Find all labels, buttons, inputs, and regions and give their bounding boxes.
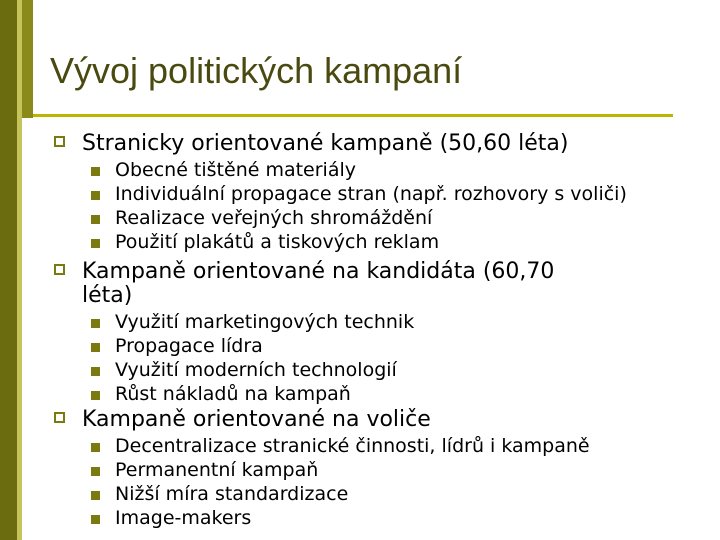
- list-item-text: Využití moderních technologií: [115, 359, 397, 381]
- list-item: [115, 482, 348, 506]
- square-bullet-icon: [91, 443, 100, 452]
- list-item-text: Image-makers: [115, 507, 252, 529]
- list-item: [115, 310, 414, 334]
- section-heading-text: léta): [82, 283, 133, 308]
- slide-title: Vývoj politických kampaní: [50, 50, 463, 91]
- hollow-square-bullet-icon: [54, 412, 65, 423]
- list-item: [115, 358, 397, 382]
- section-heading-voter: [82, 408, 431, 432]
- list-item: [115, 434, 590, 458]
- section-heading-party: [82, 132, 568, 156]
- list-item-text: Individuální propagace stran (např. rozhovory s voliči): [115, 183, 627, 205]
- hollow-square-bullet-icon: [54, 264, 65, 275]
- list-item: [115, 158, 356, 182]
- square-bullet-icon: [91, 215, 100, 224]
- square-bullet-icon: [91, 391, 100, 400]
- square-bullet-icon: [91, 367, 100, 376]
- hollow-square-bullet-icon: [54, 136, 65, 147]
- square-bullet-icon: [91, 467, 100, 476]
- square-bullet-icon: [91, 191, 100, 200]
- list-item: [115, 382, 351, 406]
- list-item: [115, 230, 439, 254]
- list-item-text: Decentralizace stranické činnosti, lídrů i kampaně: [115, 435, 590, 457]
- square-bullet-icon: [91, 167, 100, 176]
- list-item-text: Použití plakátů a tiskových reklam: [115, 231, 440, 253]
- list-item: [115, 334, 263, 358]
- list-item-text: Růst nákladů na kampaň: [115, 383, 351, 405]
- list-item: [115, 206, 432, 230]
- list-item-text: Propagace lídra: [115, 335, 263, 357]
- list-item: [115, 458, 318, 482]
- list-item: [115, 506, 251, 530]
- square-bullet-icon: [91, 515, 100, 524]
- section-heading-text: Kampaně orientované na voliče: [82, 407, 431, 432]
- list-item-text: Nižší míra standardizace: [115, 483, 349, 505]
- square-bullet-icon: [91, 343, 100, 352]
- list-item-text: Permanentní kampaň: [115, 459, 319, 481]
- list-item-text: Obecné tištěné materiály: [115, 159, 357, 181]
- section-heading-text: Kampaně orientované na kandidáta (60,70: [82, 259, 555, 284]
- square-bullet-icon: [91, 491, 100, 500]
- list-item: [115, 182, 627, 206]
- square-bullet-icon: [91, 319, 100, 328]
- section-heading-candidate: [82, 260, 554, 284]
- list-item-text: Využití marketingových technik: [115, 311, 415, 333]
- list-item-text: Realizace veřejných shromáždění: [115, 207, 433, 229]
- square-bullet-icon: [91, 239, 100, 248]
- section-heading-continuation: [82, 284, 132, 308]
- section-heading-text: Stranicky orientované kampaně (50,60 léta): [82, 131, 569, 156]
